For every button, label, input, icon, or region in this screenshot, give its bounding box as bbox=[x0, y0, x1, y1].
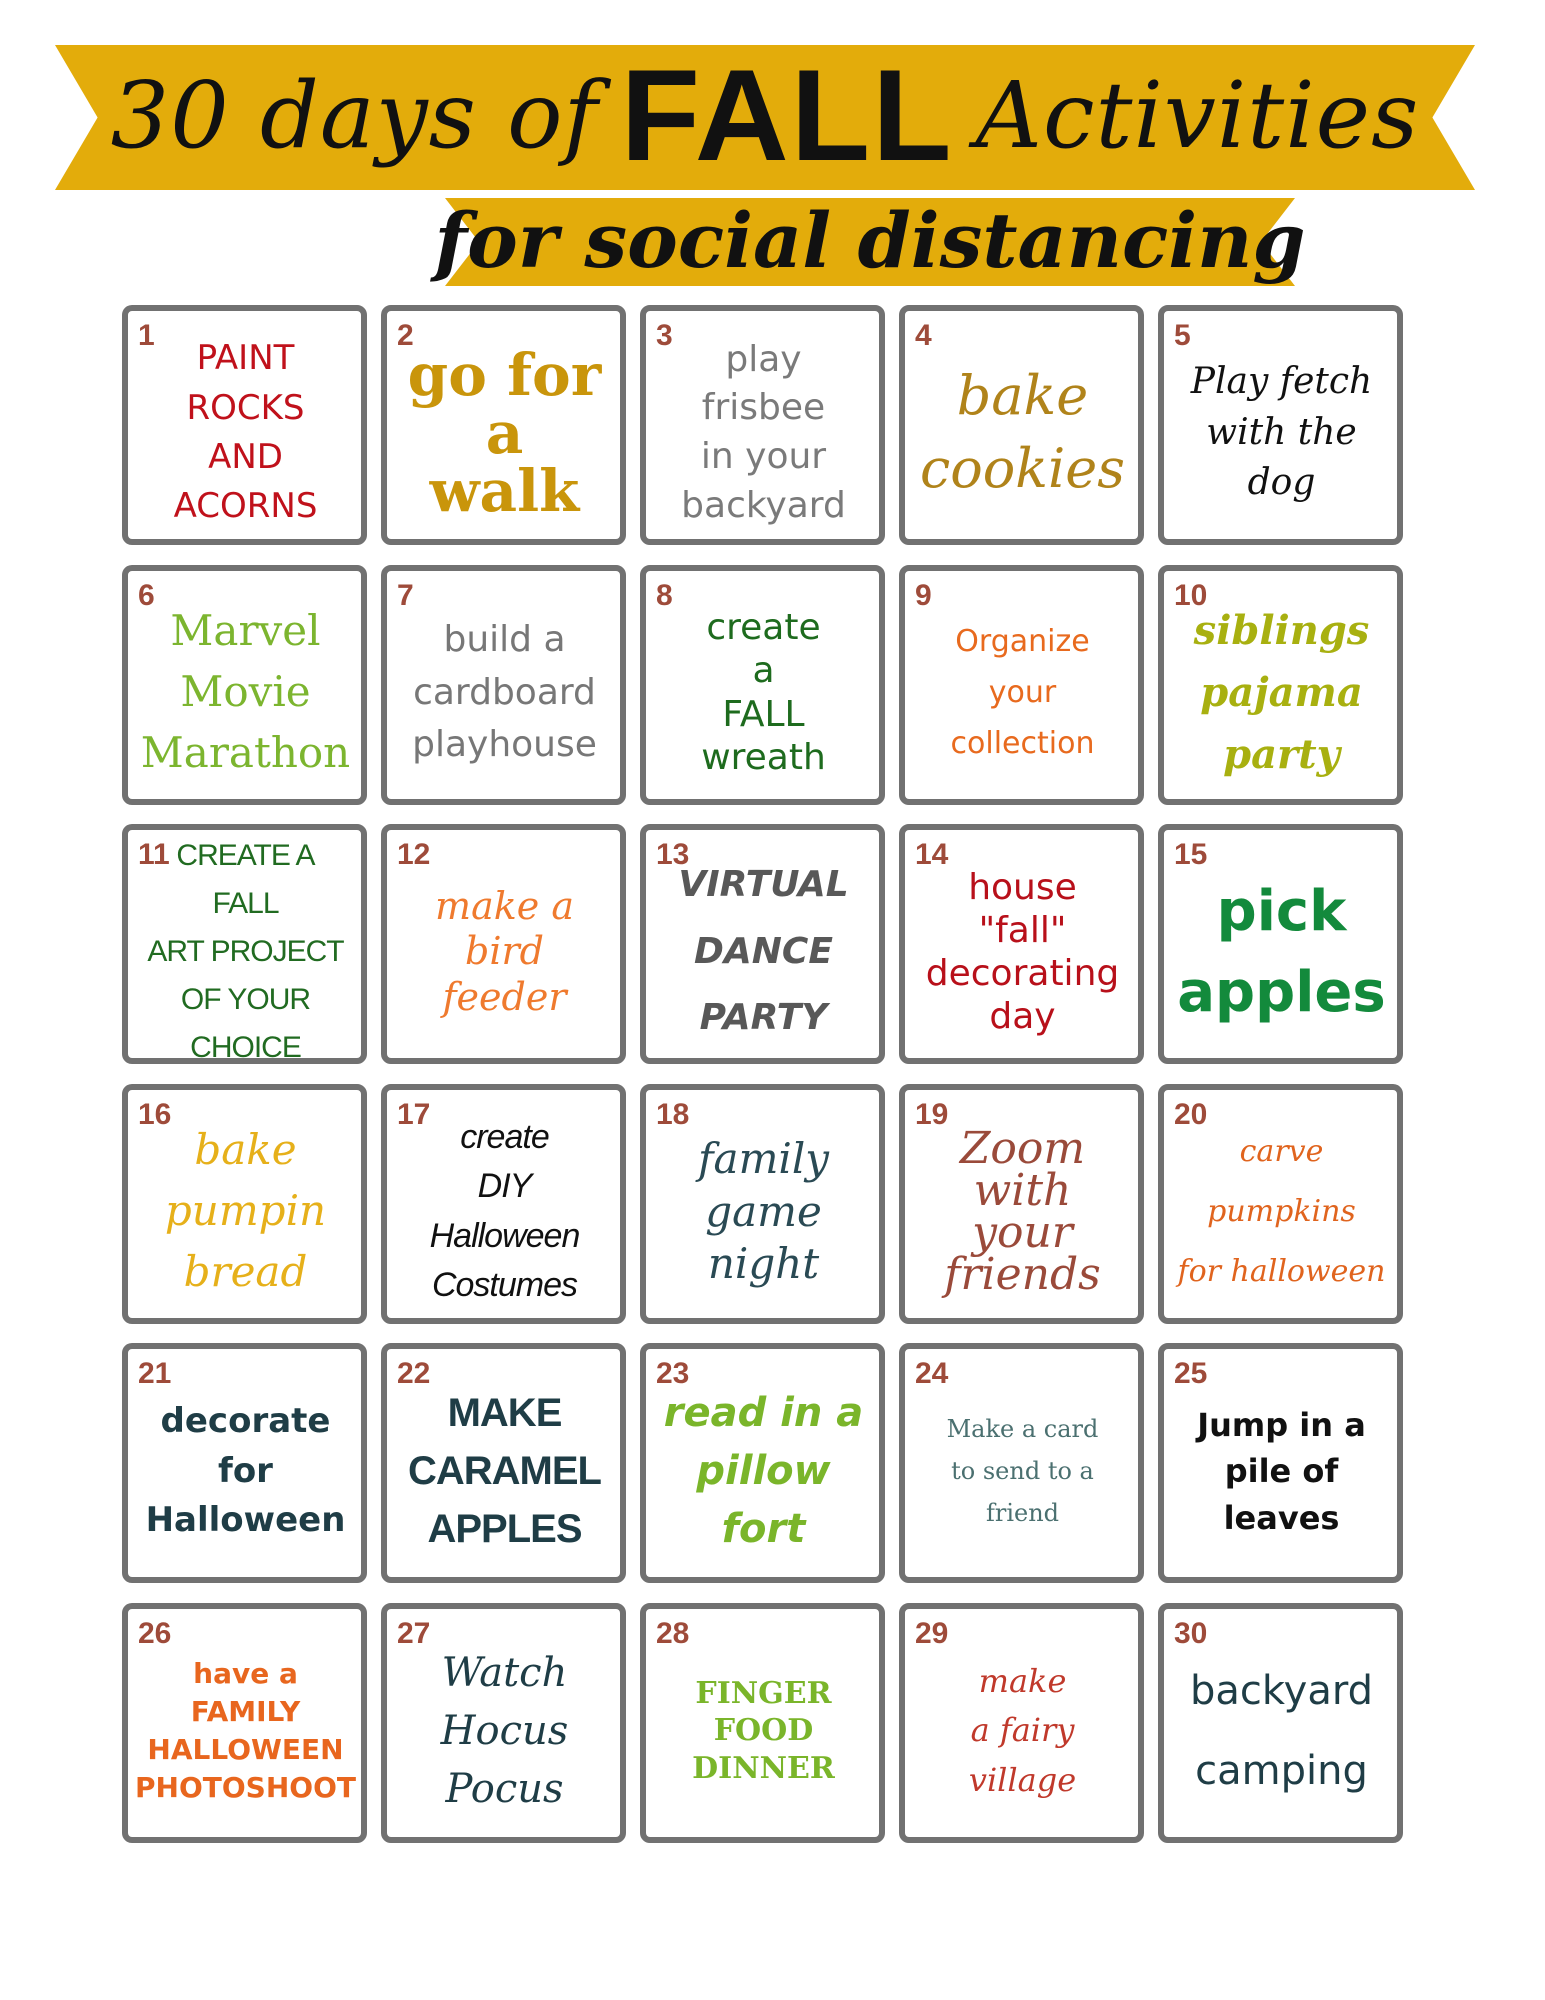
day-number: 4 bbox=[915, 319, 932, 352]
day-number: 2 bbox=[397, 319, 414, 352]
day-cell bbox=[381, 1603, 626, 1843]
activity-text: Marvel Movie Marathon bbox=[140, 606, 351, 778]
activity-text: Play fetch with the dog bbox=[1190, 361, 1373, 504]
day-cell bbox=[640, 1343, 885, 1583]
day-cell bbox=[899, 565, 1144, 805]
activity-text: carve pumpkins for halloween bbox=[1177, 1133, 1386, 1289]
day-number: 29 bbox=[915, 1616, 949, 1650]
title-prefix: 30 days of bbox=[110, 61, 599, 169]
activity-text: Jump in a pile of leaves bbox=[1197, 1405, 1366, 1537]
day-cell bbox=[381, 1084, 626, 1324]
day-cell bbox=[1158, 1343, 1403, 1583]
day-cell bbox=[640, 305, 885, 545]
activity-text: build a cardboard playhouse bbox=[412, 619, 597, 765]
day-number: 21 bbox=[138, 1357, 172, 1391]
day-cell bbox=[899, 1343, 1144, 1583]
day-number: 19 bbox=[915, 1097, 949, 1131]
day-cell bbox=[122, 565, 367, 805]
day-number: 20 bbox=[1174, 1097, 1208, 1131]
day-number: 3 bbox=[656, 319, 673, 352]
day-cell bbox=[122, 1343, 367, 1583]
day-cell bbox=[381, 824, 626, 1064]
day-number: 23 bbox=[656, 1357, 690, 1391]
day-number: 11 bbox=[138, 838, 170, 872]
activity-text: Zoom with your friends bbox=[944, 1123, 1101, 1300]
activity-text: house "fall" decorating day bbox=[925, 866, 1120, 1038]
day-cell bbox=[899, 1603, 1144, 1843]
day-number: 25 bbox=[1174, 1357, 1208, 1391]
day-number: 17 bbox=[397, 1097, 431, 1131]
activity-text: create DIY Halloween Costumes bbox=[429, 1118, 580, 1305]
activity-text: bake cookies bbox=[920, 364, 1125, 500]
activity-text: play frisbee in your backyard bbox=[681, 338, 846, 526]
day-cell bbox=[122, 305, 367, 545]
activity-text: siblings pajama party bbox=[1193, 606, 1370, 778]
day-cell bbox=[899, 824, 1144, 1064]
day-cell bbox=[899, 305, 1144, 545]
day-cell bbox=[381, 305, 626, 545]
day-number: 8 bbox=[656, 578, 673, 612]
day-number: 18 bbox=[656, 1097, 690, 1131]
activity-text: make a bird feeder bbox=[435, 883, 574, 1019]
day-cell bbox=[122, 1603, 367, 1843]
activity-text: go for a walk bbox=[407, 341, 602, 525]
activity-text: have a FAMILY HALLOWEEN PHOTOSHOOT bbox=[135, 1657, 356, 1804]
activity-text: CREATE A FALL ART PROJECT OF YOUR CHOICE bbox=[147, 839, 344, 1065]
day-cell bbox=[122, 1084, 367, 1324]
activity-text: bake pumpin bread bbox=[164, 1125, 327, 1297]
activity-text: pick apples bbox=[1177, 879, 1386, 1026]
activity-text: PAINT ROCKS AND ACORNS bbox=[173, 338, 318, 527]
day-number: 16 bbox=[138, 1097, 172, 1131]
day-cell bbox=[640, 1084, 885, 1324]
activity-text: MAKE CARAMEL APPLES bbox=[408, 1391, 601, 1552]
activity-text: family game night bbox=[697, 1134, 829, 1289]
activity-text: backyard camping bbox=[1190, 1667, 1373, 1794]
day-number: 7 bbox=[397, 578, 414, 612]
day-number: 26 bbox=[138, 1616, 172, 1650]
day-number: 13 bbox=[656, 838, 690, 872]
day-cell bbox=[640, 565, 885, 805]
day-cell bbox=[640, 1603, 885, 1843]
day-cell bbox=[1158, 565, 1403, 805]
day-number: 15 bbox=[1174, 838, 1208, 872]
day-number: 12 bbox=[397, 838, 431, 872]
activity-text: Make a card to send to a friend bbox=[946, 1415, 1099, 1528]
page-subtitle: for social distancing bbox=[434, 195, 1306, 285]
activity-text: make a fairy village bbox=[968, 1661, 1077, 1799]
page-title bbox=[55, 40, 1475, 190]
day-number: 6 bbox=[138, 578, 155, 612]
activity-text: read in a pillow fort bbox=[663, 1390, 864, 1553]
activity-text: decorate for Halloween bbox=[145, 1401, 346, 1541]
day-cell bbox=[1158, 1603, 1403, 1843]
title-bold: FALL bbox=[620, 42, 954, 188]
title-suffix: Activities bbox=[975, 61, 1420, 169]
day-cell bbox=[899, 1084, 1144, 1324]
day-number: 22 bbox=[397, 1357, 431, 1391]
activity-text: create a FALL wreath bbox=[701, 607, 826, 778]
day-cell bbox=[1158, 1084, 1403, 1324]
activity-calendar-grid bbox=[122, 305, 1414, 1843]
day-cell bbox=[1158, 305, 1403, 545]
day-number: 28 bbox=[656, 1616, 690, 1650]
day-cell bbox=[381, 565, 626, 805]
activity-text: Organize your collection bbox=[950, 624, 1095, 762]
day-number: 9 bbox=[915, 578, 932, 612]
day-number: 10 bbox=[1174, 578, 1208, 612]
day-cell bbox=[122, 824, 367, 1064]
day-number: 24 bbox=[915, 1357, 949, 1391]
day-cell bbox=[381, 1343, 626, 1583]
day-number: 5 bbox=[1174, 319, 1191, 352]
day-number: 27 bbox=[397, 1616, 431, 1650]
activity-text: Watch Hocus Pocus bbox=[440, 1649, 569, 1812]
day-number: 14 bbox=[915, 838, 949, 872]
day-cell bbox=[640, 824, 885, 1064]
day-number: 1 bbox=[138, 319, 155, 352]
activity-text: VIRTUAL DANCE PARTY bbox=[678, 864, 849, 1039]
day-cell bbox=[1158, 824, 1403, 1064]
activity-text: FINGER FOOD DINNER bbox=[692, 1675, 835, 1786]
day-number: 30 bbox=[1174, 1616, 1208, 1650]
